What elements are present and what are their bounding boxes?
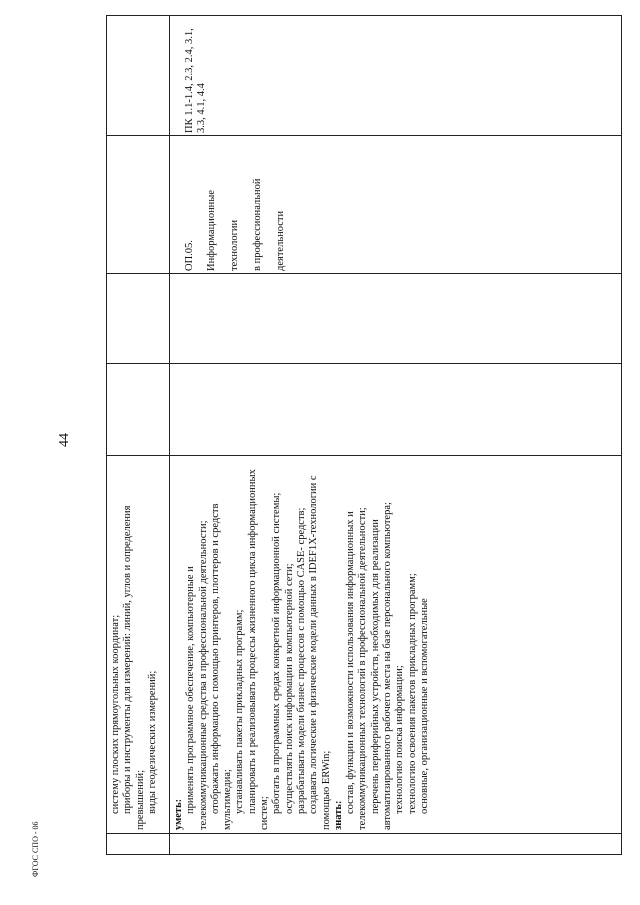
skill-item: планировать и реализовывать процессы жизненного цикла информационных систем;	[246, 469, 271, 830]
column-divider	[107, 363, 621, 364]
prev-line: приборы и инструменты для измерений: линий, углов и определения превышений;	[122, 505, 146, 830]
column-divider	[107, 455, 621, 456]
knowledge-item: технологию освоения пакетов прикладных программ;	[406, 573, 418, 814]
skill-item: разрабатывать модели бизнес процессов с помощью CASE- средств;	[295, 507, 307, 814]
row-divider	[169, 16, 170, 854]
prev-line: виды геодезических измерений;	[146, 670, 158, 814]
competency-codes-cell	[173, 19, 219, 133]
skill-item: создавать логические и физические модели данных в IDEF1X-технологии с помощью ERWin;	[308, 475, 332, 830]
discipline-name-line: деятельности	[274, 210, 286, 271]
knowledge-item: основные, организационные и вспомогательные	[418, 598, 430, 814]
skill-item: устанавливать пакеты прикладных программ;	[234, 609, 246, 814]
knowledge-item: перечень периферийных устройств, необходимых для реализации автоматизированного рабочего места на базе персонального компьютера;	[369, 502, 394, 830]
discipline-name-line: технологии	[229, 219, 241, 271]
column-divider	[107, 833, 621, 834]
knowledge-heading: знать:	[332, 800, 344, 830]
discipline-name-line: Информационные	[206, 189, 218, 271]
rotated-table-sheet	[106, 15, 622, 855]
curriculum-table	[106, 15, 622, 855]
skill-item: осуществлять поиск информации в компьютерной сети;	[283, 563, 295, 814]
column-divider	[107, 273, 621, 274]
footer-label: ФГОС СПО - 06	[31, 821, 40, 877]
column-divider	[107, 135, 621, 136]
prev-line: систему плоских прямоугольных координат;	[110, 614, 121, 814]
skill-item: применять программное обеспечение, компьютерные и телекоммуникационные средства в профессиональной деятельности;	[185, 520, 209, 830]
discipline-code: ОП.05.	[183, 240, 195, 271]
discipline-name-line: в профессиональной	[251, 178, 263, 271]
knowledge-item: технологию поиска информации;	[394, 665, 406, 814]
knowledge-item: состав, функции и возможности использования информационных и телекоммуникационных технологий в профессиональной деятельности;	[345, 507, 369, 830]
skills-heading: уметь:	[173, 798, 184, 830]
skill-item: отображать информацию с помощью принтеров, плоттеров и средств мультимедиа;	[209, 503, 234, 830]
discipline-cell	[173, 141, 297, 271]
competency-content-cell	[173, 460, 431, 830]
skill-item: работать в программных средах конкретной информационной системы;	[271, 492, 283, 814]
page-number: 44	[57, 433, 72, 447]
competency-codes: ПК 1.1-1.4, 2.3, 2.4, 3.1, 3.3, 4.1, 4.4	[183, 28, 207, 133]
prev-row-cell	[110, 460, 159, 830]
